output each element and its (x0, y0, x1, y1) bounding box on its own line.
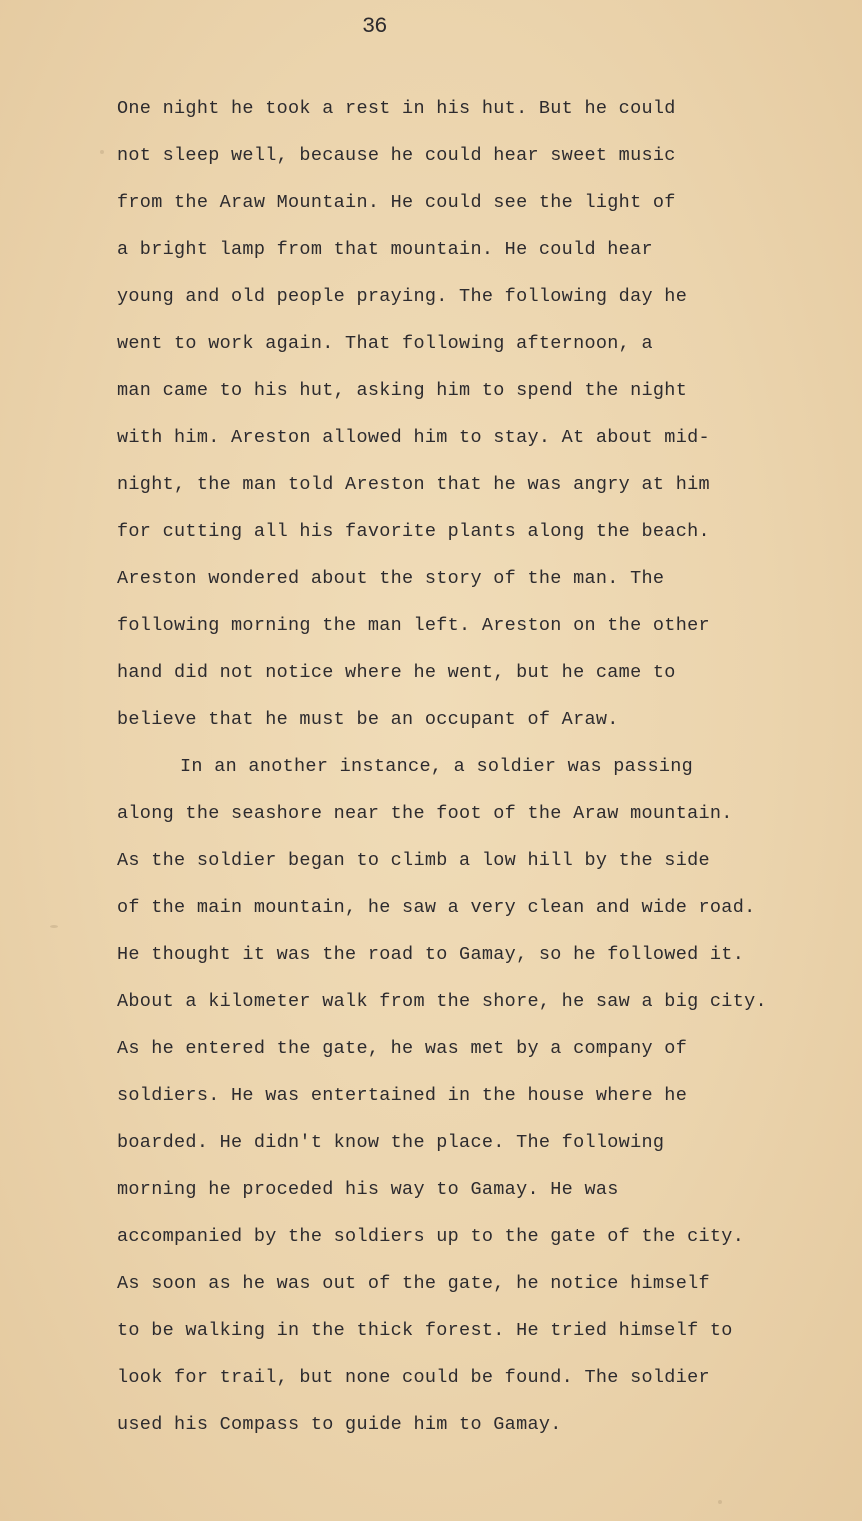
text-line: believe that he must be an occupant of Araw. (117, 709, 619, 730)
text-line: He thought it was the road to Gamay, so he followed it. (117, 944, 745, 965)
text-line: following morning the man left. Areston on the other (117, 615, 710, 636)
text-line: Areston wondered about the story of the man. The (117, 568, 665, 589)
text-line: used his Compass to guide him to Gamay. (117, 1414, 562, 1435)
ink-speck (50, 925, 58, 928)
text-line: boarded. He didn't know the place. The following (117, 1132, 665, 1153)
page-number: 36 (362, 14, 387, 39)
text-line: went to work again. That following afternoon, a (117, 333, 653, 354)
text-line: with him. Areston allowed him to stay. At about mid- (117, 427, 710, 448)
text-line: hand did not notice where he went, but he came to (117, 662, 676, 683)
text-line: a bright lamp from that mountain. He could hear (117, 239, 653, 260)
text-line: As he entered the gate, he was met by a company of (117, 1038, 688, 1059)
paragraph-start-line: In an another instance, a soldier was passing (180, 756, 694, 777)
text-line: look for trail, but none could be found. The soldier (117, 1367, 710, 1388)
text-line: night, the man told Areston that he was angry at him (117, 474, 710, 495)
text-line: young and old people praying. The following day he (117, 286, 688, 307)
text-line: morning he proceded his way to Gamay. He was (117, 1179, 619, 1200)
text-line: man came to his hut, asking him to spend the night (117, 380, 688, 401)
text-line: not sleep well, because he could hear sweet music (117, 145, 676, 166)
text-line: to be walking in the thick forest. He tried himself to (117, 1320, 733, 1341)
text-line: One night he took a rest in his hut. But he could (117, 98, 676, 119)
text-line: for cutting all his favorite plants along the beach. (117, 521, 710, 542)
ink-speck (100, 150, 104, 154)
text-line: accompanied by the soldiers up to the gate of the city. (117, 1226, 745, 1247)
text-line: About a kilometer walk from the shore, he saw a big city. (117, 991, 767, 1012)
text-line: soldiers. He was entertained in the house where he (117, 1085, 688, 1106)
text-line: As soon as he was out of the gate, he notice himself (117, 1273, 710, 1294)
ink-speck (718, 1500, 722, 1504)
text-line: As the soldier began to climb a low hill by the side (117, 850, 710, 871)
text-line: along the seashore near the foot of the Araw mountain. (117, 803, 733, 824)
text-line: of the main mountain, he saw a very clean and wide road. (117, 897, 756, 918)
text-line: from the Araw Mountain. He could see the light of (117, 192, 676, 213)
